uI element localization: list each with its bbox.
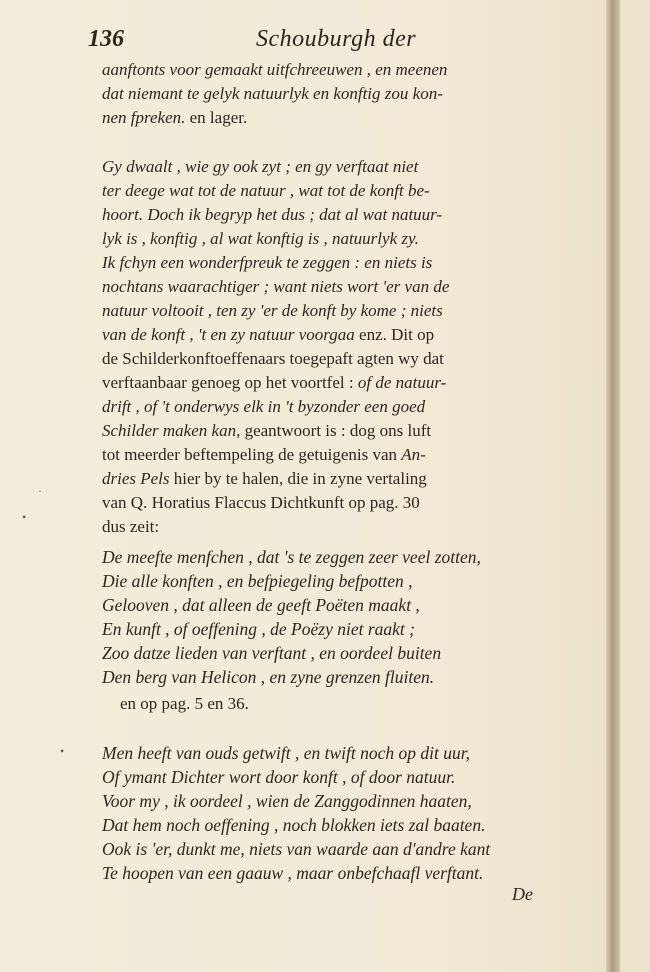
text-line	[102, 515, 562, 539]
verse-text: Of ymant Dichter wort door konft , of door natuur.	[102, 767, 456, 787]
text-line	[102, 82, 562, 106]
verse-text: Ook is 'er, dunkt me, niets van waarde aan d'andre kant	[102, 839, 491, 859]
book-gutter	[606, 0, 620, 972]
text-line	[102, 58, 562, 82]
verse-line	[102, 617, 562, 641]
verse-line	[102, 593, 562, 617]
verse-line	[102, 861, 562, 885]
text-run: dries Pels	[102, 469, 170, 488]
verse-line	[102, 741, 562, 765]
verse-line	[102, 545, 562, 569]
text-line	[102, 395, 562, 419]
verse-text: Te hoopen van een gaauw , maar onbefchaafl verftant.	[102, 863, 484, 883]
text-run: natuur voltooit , ten zy 'er de konft by kome ; niets	[102, 301, 443, 320]
verse-reference-text: en op pag. 5 en 36.	[120, 694, 249, 713]
margin-speck: •	[22, 510, 27, 524]
verse-text: Die alle konften , en befpiegeling befpotten ,	[102, 571, 413, 591]
text-run: verftaanbaar genoeg op het voortfel :	[102, 373, 358, 392]
verse-line	[102, 641, 562, 665]
margin-speck: •	[60, 744, 65, 758]
verse-text: Dat hem noch oeffening , noch blokken iets zal baaten.	[102, 815, 486, 835]
text-run: , geantwoort is : dog ons luft	[236, 421, 432, 440]
text-run: van Q. Horatius Flaccus Dichtkunft op pag. 30	[102, 493, 420, 512]
text-run: enz. Dit op	[354, 325, 435, 344]
text-run: of de natuur-	[357, 373, 447, 392]
text-run: An-	[401, 445, 426, 464]
text-run: nochtans waarachtiger ; want niets wort 'er van de	[102, 277, 450, 296]
text-line	[102, 443, 562, 467]
verse-block-2	[102, 741, 562, 885]
running-head: Schouburgh der	[256, 26, 417, 52]
text-run: drift , of 't onderwys elk in 't byzonder een goed	[102, 397, 426, 416]
text-run: nen fpreken.	[102, 108, 186, 127]
verse-line	[102, 665, 562, 689]
text-run: ter deege wat tot de natuur , wat tot de konft be-	[102, 181, 430, 200]
text-line	[102, 323, 562, 347]
verse-line	[102, 813, 562, 837]
verse-text: En kunft , of oeffening , de Poëzy niet raakt ;	[102, 619, 415, 639]
text-run: aanftonts voor gemaakt uitfchreeuwen , en meenen	[102, 60, 448, 79]
text-run: hoort. Doch ik begryp het dus ; dat al wat natuur-	[102, 205, 443, 224]
verse-text: Men heeft van ouds getwift , en twift noch op dit uur,	[102, 743, 470, 763]
text-run: en lager.	[185, 108, 248, 127]
verse-line	[102, 765, 562, 789]
text-line	[102, 203, 562, 227]
text-run: van de konft , 't en zy natuur voorgaa	[102, 325, 355, 344]
text-run: de Schilderkonftoeffenaars toegepaft agten wy dat	[102, 349, 444, 368]
text-line	[102, 419, 562, 443]
margin-speck: ·	[38, 484, 42, 498]
verse-text: Voor my , ik oordeel , wien de Zanggodinnen haaten,	[102, 791, 472, 811]
text-run: Schilder maken kan	[102, 421, 237, 440]
text-line	[102, 491, 562, 515]
page-header	[88, 26, 550, 56]
catchword: De	[512, 884, 533, 904]
text-run: dus zeit:	[102, 517, 160, 536]
text-run: lyk is , konftig , al wat konftig is , natuurlyk zy.	[102, 229, 419, 248]
verse-line	[102, 569, 562, 593]
text-line	[102, 179, 562, 203]
paragraph-continuation	[102, 58, 562, 130]
text-run: dat niemant te gelyk natuurlyk en konftig zou kon-	[102, 84, 443, 103]
verse-text: Gelooven , dat alleen de geeft Poëten maakt ,	[102, 595, 420, 615]
page-number: 136	[88, 26, 124, 52]
text-line	[102, 299, 562, 323]
text-run: Gy dwaalt , wie gy ook zyt ; en gy verftaat niet	[102, 157, 419, 176]
facing-page-edge	[620, 0, 650, 972]
text-run: Ik fchyn een wonderfpreuk te zeggen : en niets is	[102, 253, 433, 272]
text-line	[102, 227, 562, 251]
verse-text: Den berg van Helicon , en zyne grenzen fluiten.	[102, 667, 435, 687]
verse-text: Zoo datze lieden van verftant , en oordeel buiten	[102, 643, 442, 663]
text-line	[102, 251, 562, 275]
verse-line	[102, 789, 562, 813]
text-line	[102, 371, 562, 395]
text-line	[102, 347, 562, 371]
text-run: hier by te halen, die in zyne vertaling	[169, 469, 427, 488]
text-line	[102, 467, 562, 491]
text-line	[102, 275, 562, 299]
text-line	[102, 106, 562, 130]
text-line	[102, 155, 562, 179]
verse-block-1	[102, 545, 562, 689]
verse-reference	[120, 692, 580, 716]
verse-text: De meefte menfchen , dat 's te zeggen zeer veel zotten,	[102, 547, 481, 567]
text-run: tot meerder beftempeling de getuigenis van	[102, 445, 402, 464]
verse-line	[102, 837, 562, 861]
paragraph-main	[102, 155, 562, 539]
